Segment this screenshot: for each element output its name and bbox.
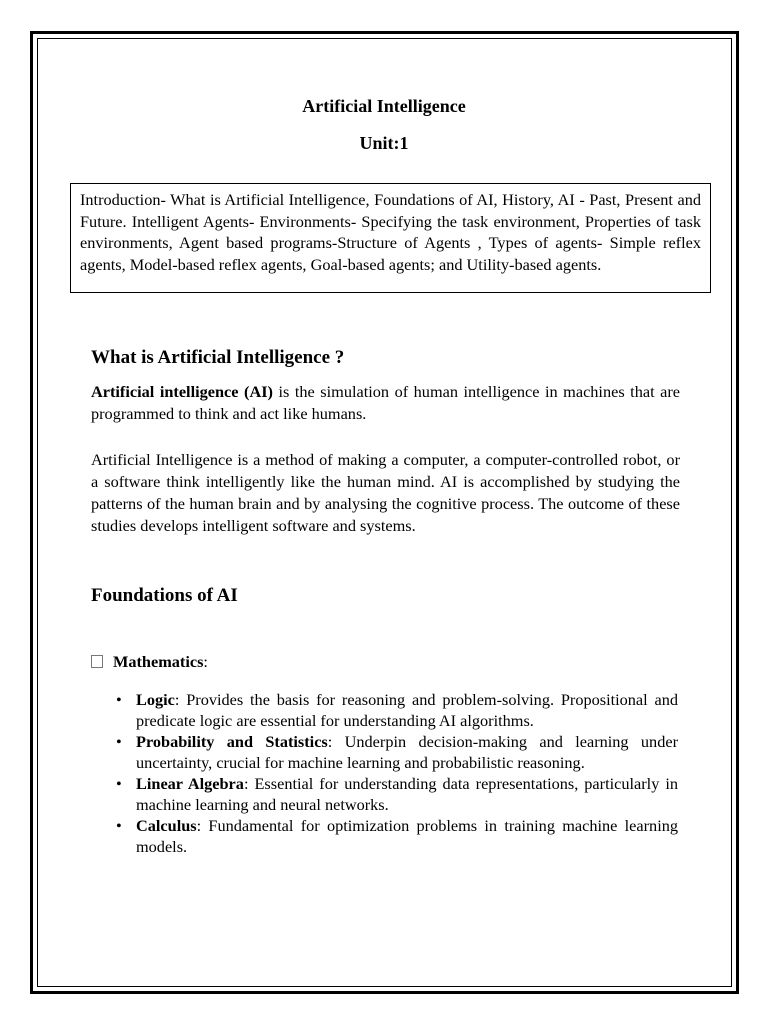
definition-text: is the simulation of human intelligence in machines that are programmed to think and act like humans. [91,382,681,423]
definition-term: Artificial intelligence (AI) [91,382,273,401]
section-heading-what-is-ai: What is Artificial Intelligence ? [91,347,345,368]
description-paragraph: Artificial Intelligence is a method of making a computer, a computer-controlled robot, or a software think intelligently like the human mind. AI is accomplished by studying the patterns of the human brain and by analysing the cognitive process. The outcome of these studies develops intelligent software and systems. [91,450,680,535]
list-item-term: Calculus [136,816,197,835]
list-item-text: : Essential for understanding data representations, particularly in machine learning and neural networks. [136,774,679,814]
list-item [136,731,678,773]
mathematics-heading [91,651,208,673]
list-item [136,773,678,815]
list-item-text: : Provides the basis for reasoning and problem-solving. Propositional and predicate logic are essential for understanding AI algorithms. [136,690,678,730]
list-item [136,815,678,857]
document-title: Artificial Intelligence [302,96,466,116]
list-item-term: Logic [136,690,175,709]
list-item-text: : Underpin decision-making and learning under uncertainty, crucial for machine learning and probabilistic reasoning. [136,732,678,772]
syllabus-box [70,183,711,293]
list-item-text: : Fundamental for optimization problems in training machine learning models. [136,816,678,856]
list-item [136,689,678,731]
mathematics-colon: : [203,652,208,671]
checkbox-glyph-icon [91,655,103,668]
unit-label: Unit:1 [359,133,409,153]
syllabus-text: Introduction- What is Artificial Intelligence, Foundations of AI, History, AI - Past, Present and Future. Intelligent Agents- Environments- Specifying the task environment, Properties of task environments, Agent based programs-Structure of Agents , Types of agents- Simple reflex agents, Model-based reflex agents, Goal-based agents; and Utility-based agents. [80,190,701,274]
list-item-term: Linear Algebra [136,774,244,793]
definition-paragraph [91,381,680,425]
mathematics-label: Mathematics [113,652,204,671]
section-heading-foundations: Foundations of AI [91,585,238,606]
mathematics-topic-list [136,689,678,857]
list-item-term: Probability and Statistics [136,732,328,751]
